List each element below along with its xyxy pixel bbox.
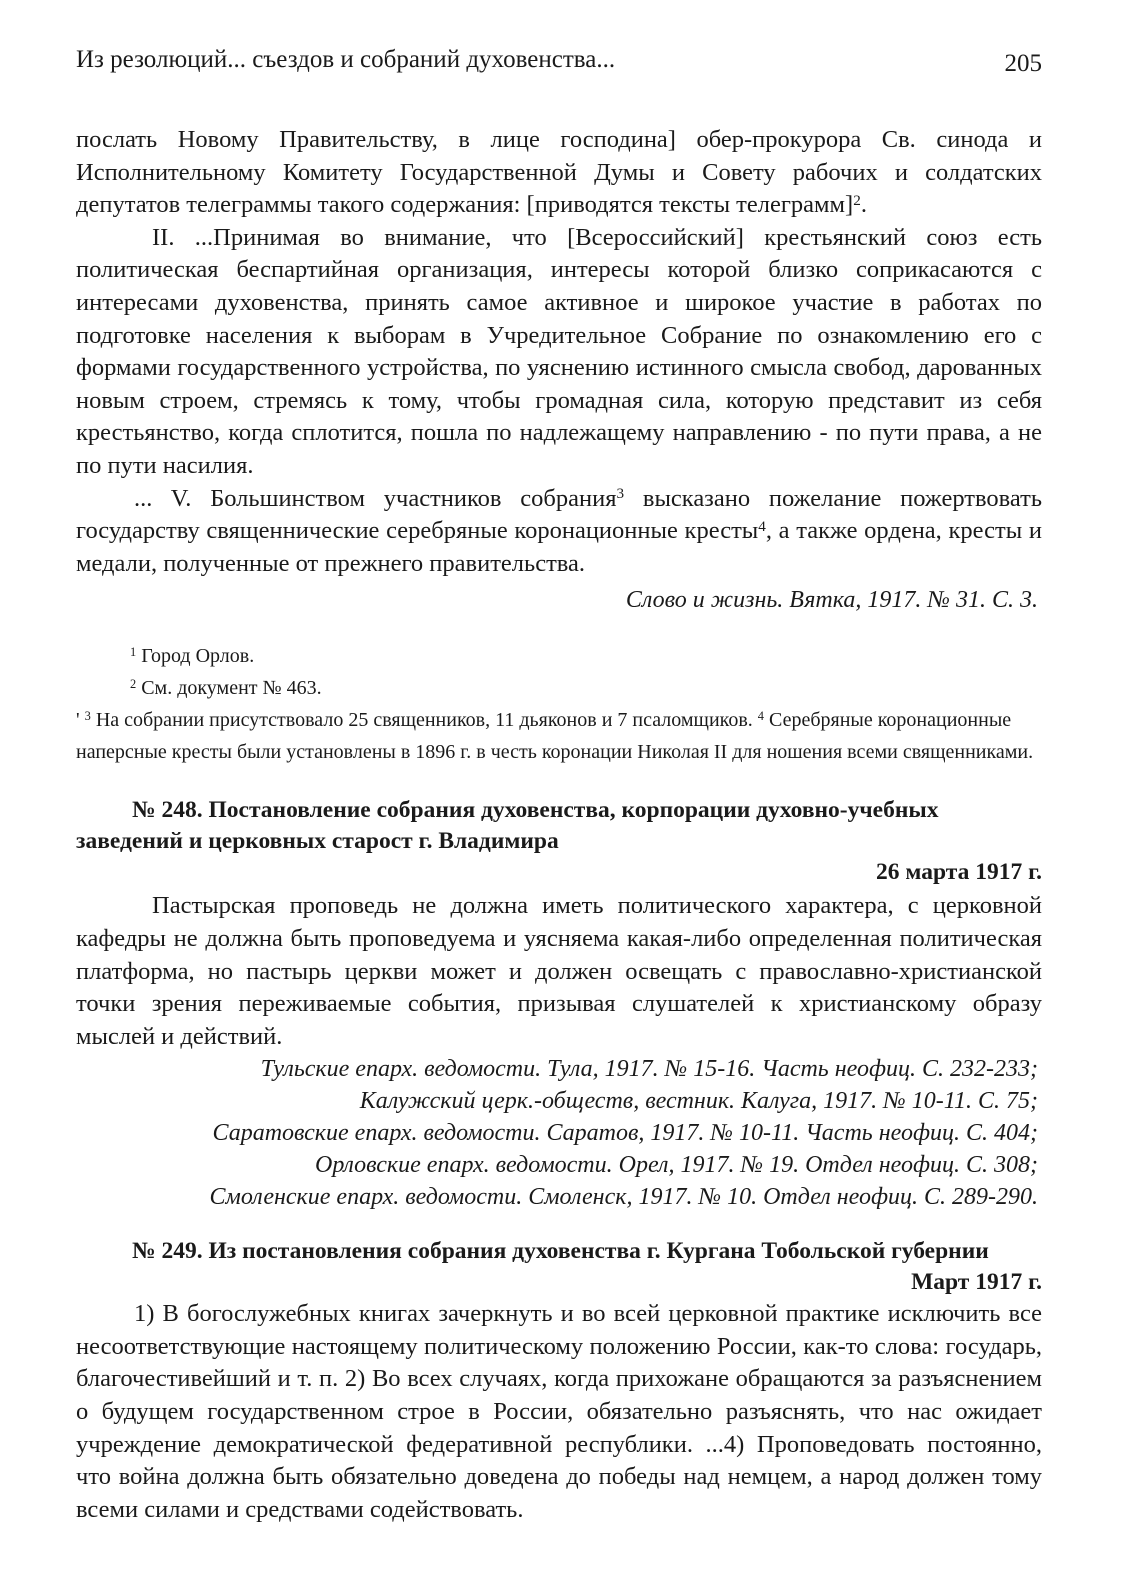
footnote-3-prefix: ' <box>76 709 85 732</box>
footnote-2 <box>76 672 1042 704</box>
doc247-source: Слово и жизнь. Вятка, 1917. № 31. С. 3. <box>625 587 1038 614</box>
footnote-4-text: Серебряные коронационные наперсные кресты были установлены в 1896 г. в честь коронации Николая II для ношения всеми священниками. <box>76 709 1034 764</box>
doc249-body: 1) В богослужебных книгах зачеркнуть и во всей церковной практике исключить все несоответствующие настоящему политическому положению России, как-то слова: государь, благочестивейший и т. п. 2) Во всех случаях, когда прихожане обращаются за разъяснением о будущем государственном строе в России, обязательно разъяснять, что нас ожидает учреждение демократической федеративной республики. ...4) Проповедовать постоянно, что война должна быть обязательно доведена до победы над немцем, а народ должен тому всеми силами и средствами содействовать. <box>76 1300 1042 1523</box>
doc247-continued-text: послать Новому Правительству, в лице господина] обер-прокурора Св. синода и Исполнительному Комитету Государственной Думы и Совету рабочих и солдатских депутатов телеграммы такого содержания: [приводятся тексты телеграмм] <box>76 126 1042 219</box>
doc248-body: Пастырская проповедь не должна иметь политического характера, с церковной кафедры не должна быть проповедуема и уясняема какая-либо определенная политическая платформа, но пастырь церкви может и должен освещать с православно-христианской точки зрения переживаемые события, призывая слушателей к христианскому образу мыслей и действий. <box>76 892 1042 1050</box>
doc248-heading <box>76 795 1042 857</box>
footnote-3-mark: 3 <box>84 709 91 724</box>
footnote-2-text: См. документ № 463. <box>136 677 322 700</box>
doc247-paragraph-2: II. ...Принимая во внимание, что [Всероссийский] крестьянский союз есть политическая беспартийная организация, интересы которой близко соприкасаются с интересами духовенства, принять самое активное и широкое участие в работах по подготовке населения к выборам в Учредительное Собрание по ознакомлению его с формами государственного устройства, по уяснению истинного смысла свобод, дарованных новым строем, стремясь к тому, чтобы громадная сила, которую представит из себя крестьянство, когда сплотится, пошла по надлежащему направлению - по пути права, а не по пути насилия. <box>76 223 1042 479</box>
footnote-3-text: На собрании присутствовало 25 священников, 11 дьяконов и 7 псаломщиков. <box>90 709 758 732</box>
footnote-2-mark: 2 <box>130 677 137 692</box>
footnote-1-mark: 1 <box>130 645 137 660</box>
doc247-p5-part-b: высказано пожелание пожертвовать государству священнические серебряные коронационные кресты <box>76 484 1043 545</box>
doc248-source-4: Орловские епарх. ведомости. Орел, 1917. № 19. Отдел неофиц. С. 308; <box>314 1152 1038 1179</box>
document-249 <box>76 1236 1042 1526</box>
doc247-p5-part-c: , а также ордена, кресты и медали, полученные от прежнего правительства. <box>76 517 1042 577</box>
document-248 <box>76 795 1042 1213</box>
doc248-source-3: Саратовские епарх. ведомости. Саратов, 1917. № 10-11. Часть неофиц. С. 404; <box>212 1120 1038 1147</box>
doc249-heading <box>76 1236 1042 1267</box>
footnote-4-mark: 4 <box>757 709 764 724</box>
footnote-ref-4: 4 <box>758 517 766 535</box>
doc247-continued-end: . <box>860 191 867 219</box>
footnote-1 <box>76 640 1042 672</box>
page-body <box>76 124 1042 1526</box>
doc249-date: Март 1917 г. <box>911 1269 1042 1296</box>
running-title: Из резолюций... съездов и собраний духовенства... <box>76 46 616 73</box>
doc247-paragraph-5 <box>76 483 1042 581</box>
doc248-source-1: Тульские епарх. ведомости. Тула, 1917. № 15-16. Часть неофиц. С. 232-233; <box>260 1056 1038 1083</box>
doc248-date: 26 марта 1917 г. <box>876 859 1042 886</box>
footnotes <box>76 640 1042 768</box>
doc248-source-2: Калужский церк.-обществ, вестник. Калуга, 1917. № 10-11. С. 75; <box>359 1088 1038 1115</box>
doc247-continued-paragraph <box>76 124 1042 222</box>
footnote-1-text: Город Орлов. <box>136 645 255 668</box>
doc248-source-5: Смоленские епарх. ведомости. Смоленск, 1917. № 10. Отдел неофиц. С. 289-290. <box>209 1184 1038 1211</box>
footnote-ref-3: 3 <box>616 484 625 502</box>
footnote-3-4 <box>76 704 1042 768</box>
doc249-heading-text: № 249. Из постановления собрания духовенства г. Кургана Тобольской губернии <box>132 1238 989 1265</box>
doc248-heading-text: № 248. Постановление собрания духовенства, корпорации духовно-учебных заведений и церковных старост г. Владимира <box>76 797 939 855</box>
doc247-p5-part-a: ... V. Большинством участников собрания <box>134 484 617 512</box>
page-number: 205 <box>1004 50 1042 77</box>
footnote-ref-2: 2 <box>853 191 861 209</box>
running-header <box>76 42 1042 78</box>
